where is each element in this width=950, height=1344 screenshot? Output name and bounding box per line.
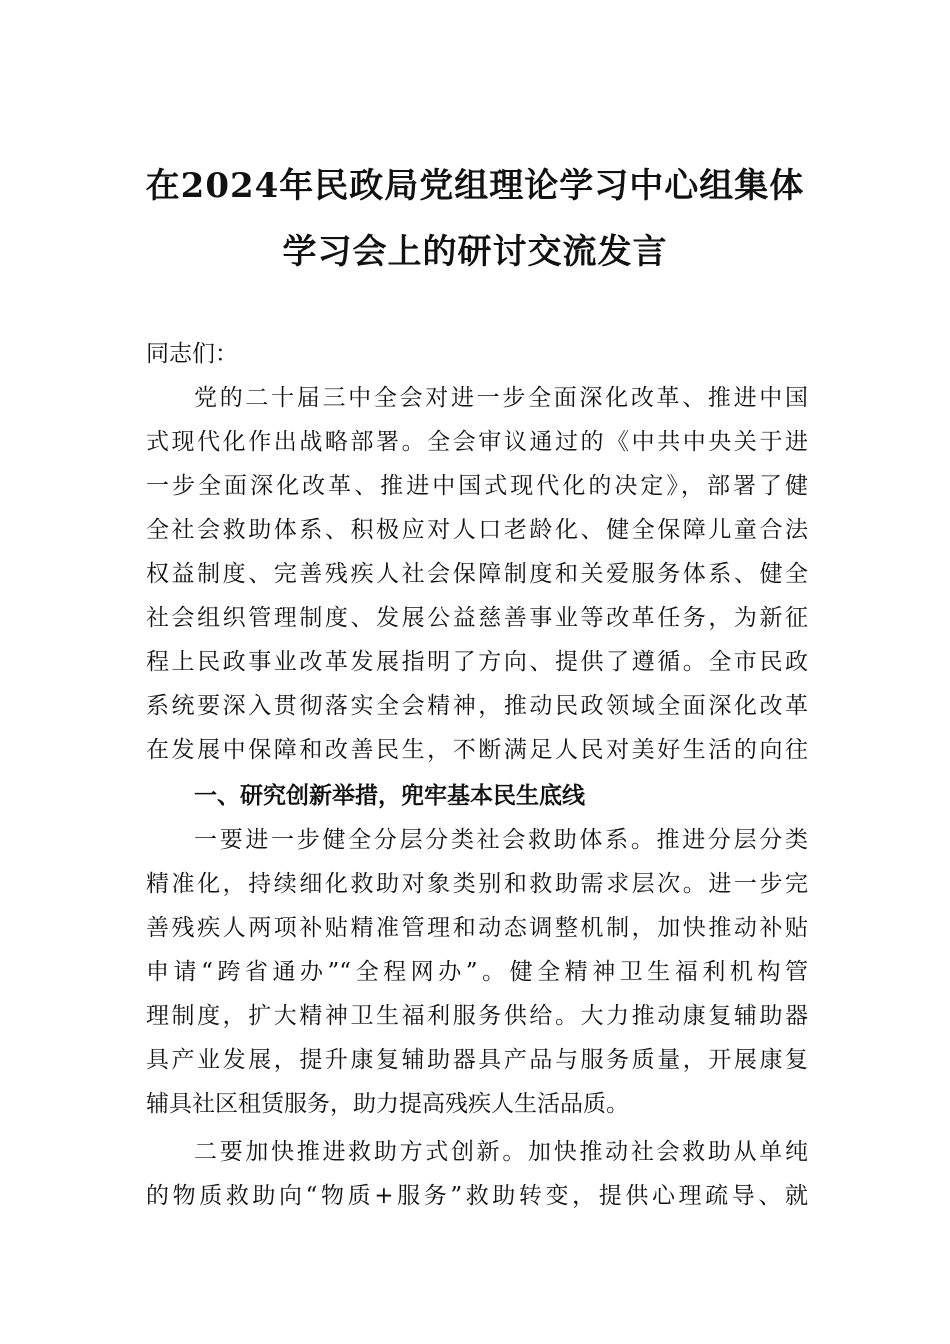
paragraph-line: 精准化，持续细化救助对象类别和救助需求层次。进一步完	[146, 871, 808, 897]
greeting: 同志们：	[146, 341, 238, 367]
paragraph-line: 二要加快推进救助方式创新。加快推动社会救助从单纯	[194, 1139, 808, 1165]
paragraph-line: 具产业发展，提升康复辅助器具产品与服务质量，开展康复	[146, 1047, 808, 1073]
paragraph-line: 善残疾人两项补贴精准管理和动态调整机制，加快推动补贴	[146, 915, 808, 941]
paragraph-line: 一步全面深化改革、推进中国式现代化的决定》，部署了健	[146, 473, 808, 499]
paragraph-line: 理制度，扩大精神卫生福利服务供给。大力推动康复辅助器	[146, 1003, 808, 1029]
paragraph-line: 党的二十届三中全会对进一步全面深化改革、推进中国	[194, 385, 808, 411]
section-heading-1: 一、研究创新举措，兜牢基本民生底线	[194, 783, 585, 809]
paragraph-line: 全社会救助体系、积极应对人口老龄化、健全保障儿童合法	[146, 517, 808, 543]
paragraph-line: 在发展中保障和改善民生，不断满足人民对美好生活的向往	[146, 737, 808, 763]
paragraph-line: 社会组织管理制度、发展公益慈善事业等改革任务，为新征	[146, 605, 808, 631]
paragraph-line: 的物质救助向“物质+服务”救助转变，提供心理疏导、就	[146, 1183, 808, 1209]
paragraph-line: 程上民政事业改革发展指明了方向、提供了遵循。全市民政	[146, 649, 808, 675]
paragraph-line: 一要进一步健全分层分类社会救助体系。推进分层分类	[194, 827, 808, 853]
paragraph-line: 系统要深入贯彻落实全会精神，推动民政领域全面深化改革	[146, 693, 808, 719]
document-title-line-2: 学习会上的研讨交流发言	[282, 232, 668, 272]
paragraph-line: 申请“跨省通办”“全程网办”。健全精神卫生福利机构管	[146, 959, 808, 985]
paragraph-line: 式现代化作出战略部署。全会审议通过的《中共中央关于进	[146, 429, 808, 455]
document-title-line-1: 在2024年民政局党组理论学习中心组集体	[145, 166, 805, 206]
paragraph-line: 辅具社区租赁服务，助力提高残疾人生活品质。	[146, 1091, 629, 1117]
paragraph-line: 权益制度、完善残疾人社会保障制度和关爱服务体系、健全	[146, 561, 808, 587]
